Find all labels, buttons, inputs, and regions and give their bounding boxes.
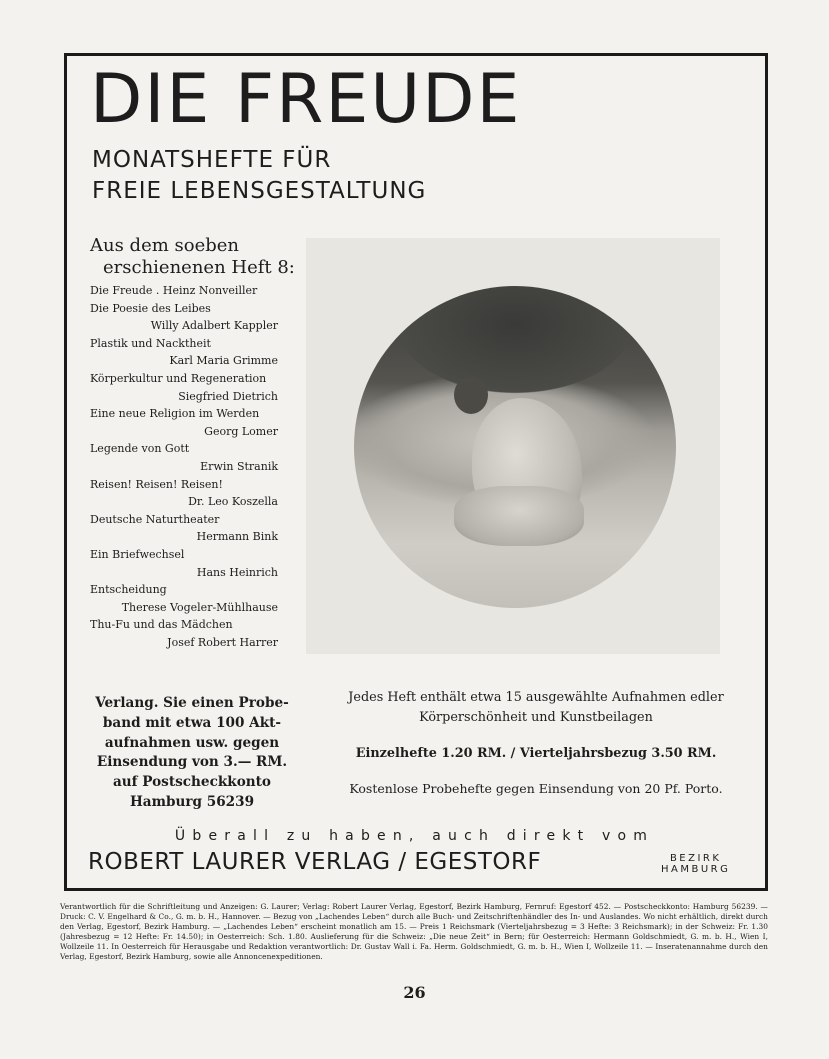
circular-photo (354, 286, 676, 608)
toc-author: Georg Lomer (204, 424, 278, 438)
info-line-2: Körperschönheit und Kunstbeilagen (419, 710, 653, 725)
toc-title: Die Freude . Heinz Nonveiller (90, 284, 258, 297)
toc-author: Hans Heinrich (196, 565, 278, 579)
offer-line: band mit etwa 100 Akt- (102, 714, 282, 731)
toc-title: Die Poesie des Leibes (90, 301, 211, 315)
toc-author: Dr. Leo Koszella (188, 495, 278, 509)
toc-title: Eine neue Religion im Werden (90, 407, 260, 421)
toc-item (90, 616, 278, 651)
toc-title: Reisen! Reisen! Reisen! (90, 477, 223, 491)
info-line-1: Jedes Heft enthält etwa 15 ausgewählte Aufnahmen edler (348, 690, 724, 705)
magazine-title: DIE FREUDE (90, 60, 522, 139)
sample-offer (86, 694, 298, 813)
toc-title: Thu-Fu und das Mädchen (90, 618, 233, 632)
sample-issue-line: Kostenlose Probehefte gegen Einsendung von 20 Pf. Porto. (349, 781, 723, 796)
toc-item (90, 511, 278, 546)
issue-info (326, 688, 746, 796)
toc-item (90, 440, 278, 475)
district-label (661, 853, 730, 875)
offer-line: Hamburg 56239 (129, 793, 255, 810)
subtitle-line-2: FREIE LEBENSGESTALTUNG (92, 178, 427, 204)
offer-line: Verlang. Sie einen Probe- (95, 695, 289, 711)
photo-figure-head (454, 376, 488, 414)
toc-title: Entscheidung (90, 583, 167, 597)
toc-author: Siegfried Dietrich (178, 389, 278, 403)
toc-title: Deutsche Naturtheater (90, 512, 220, 526)
offer-line: aufnahmen usw. gegen (104, 734, 280, 751)
toc-heading (90, 235, 295, 279)
district-line-2: HAMBURG (661, 864, 731, 875)
toc-item (90, 405, 278, 440)
toc-title: Ein Briefwechsel (90, 547, 185, 561)
offer-line: auf Postscheckkonto (112, 774, 271, 791)
toc-item (90, 335, 278, 370)
imprint-text: Verantwortlich für die Schriftleitung und Anzeigen: G. Laurer; Verlag: Robert Laurer Verlag, Egestorf, Bezirk Hamburg, Fernruf: Egestorf 452. — Postscheckkonto: Hamburg 56239. — Druck: C. V. Engelhard & Co., G. m. b. H., Hannover. — Bezug von „Lachendes Leben“ durch alle Buch- und Zeitschriftenhändler des In- und Auslandes. Wo nicht erhältlich, direkt durch den Verlag, Egestorf, Bezirk Hamburg. — „Lachendes Leben“ erscheint monatlich am 15. — Preis 1 Reichsmark (Vierteljahrsbezug = 3 Hefte: 3 Reichsmark); in der Schweiz: Fr. 1.30 (Jahresbezug = 12 Hefte: Fr. 14.50); in Oesterreich: Sch. 1.80. Auslieferung für die Schweiz: „Die neue Zeit“ in Bern; für Oesterreich: Hermann Goldschmiedt, G. m. b. H., Wien I, Wollzeile 11. In Oesterreich für Herausgabe und Redaktion verantwortlich: Dr. Gustav Wall i. Fa. Herm. Goldschmiedt, G. m. b. H., Wien I, Wollzeile 11. — Inseratenannahme durch den Verlag, Egestorf, Bezirk Hamburg, sowie alle Annoncenexpeditionen. (60, 902, 768, 961)
toc-title: Körperkultur und Regeneration (90, 371, 267, 385)
toc-item (90, 282, 278, 300)
toc-author: Karl Maria Grimme (169, 354, 278, 368)
subtitle-line-1: MONATSHEFTE FÜR (92, 147, 332, 173)
toc-title: Legende von Gott (90, 442, 190, 456)
price-line: Einzelhefte 1.20 RM. / Vierteljahrsbezug 3.50 RM. (355, 746, 717, 761)
toc-item (90, 581, 278, 616)
photo-figure-legs (454, 486, 584, 546)
offer-line: Einsendung von 3.— RM. (96, 754, 288, 771)
toc-heading-line-1: Aus dem soeben (90, 235, 240, 256)
publisher-name: ROBERT LAURER VERLAG / EGESTORF (88, 849, 542, 875)
toc-heading-line-2: erschienenen Heft 8: (103, 257, 295, 278)
page-number: 26 (403, 983, 426, 1002)
toc-author: Therese Vogeler-Mühlhause (121, 600, 278, 614)
toc-author: Erwin Stranik (200, 459, 278, 473)
toc-author: Willy Adalbert Kappler (150, 319, 278, 333)
photo-frame (306, 238, 720, 654)
toc-author: Hermann Bink (196, 530, 278, 544)
district-line-1: BEZIRK (669, 853, 722, 864)
toc-title: Plastik und Nacktheit (90, 336, 211, 350)
toc-item (90, 370, 278, 405)
table-of-contents (90, 282, 278, 651)
toc-item (90, 546, 278, 581)
toc-author: Josef Robert Harrer (167, 635, 278, 649)
toc-item (90, 300, 278, 335)
toc-item (90, 476, 278, 511)
availability-line: Überall zu haben, auch direkt vom (174, 828, 655, 844)
